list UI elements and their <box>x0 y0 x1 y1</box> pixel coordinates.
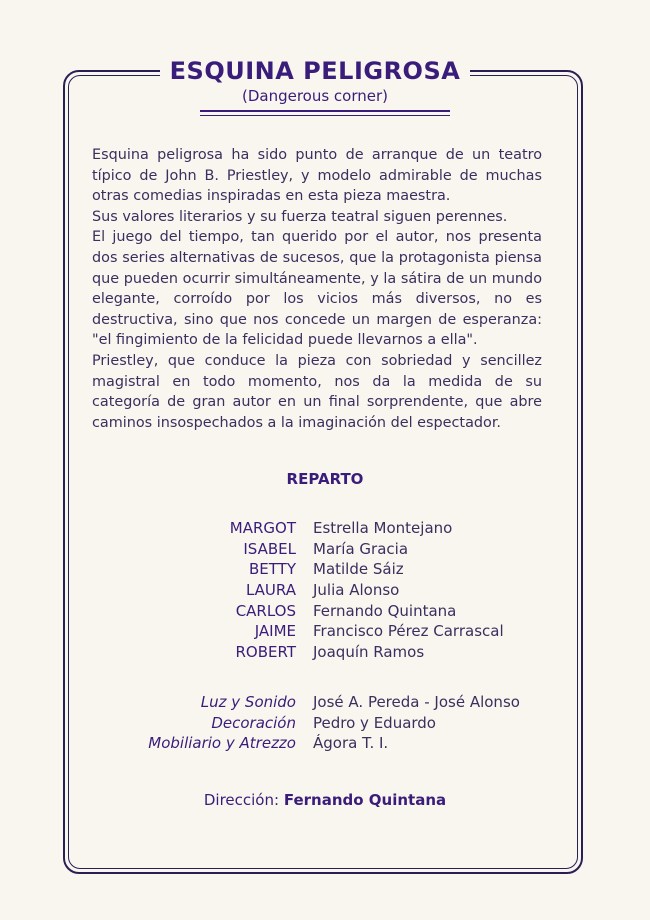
crew-name: Pedro y Eduardo <box>313 713 436 732</box>
cast-actor: Joaquín Ramos <box>313 643 425 662</box>
synopsis-paragraph: Esquina peligrosa ha sido punto de arranque de un teatro típico de John B. Priestley, y modelo admirable de muchas otras comedias inspiradas en esta pieza maestra. <box>92 147 542 205</box>
crew-name: José A. Pereda - José Alonso <box>313 693 520 711</box>
crew-name: Ágora T. I. <box>313 734 389 752</box>
page-subtitle: (Dangerous corner) <box>241 87 389 105</box>
cast-row <box>0 601 650 622</box>
cast-role: MARGOT <box>229 519 296 537</box>
direction-label: Dirección: <box>203 791 280 809</box>
cast-heading: REPARTO <box>286 470 364 488</box>
cast-actor: Estrella Montejano <box>313 519 453 537</box>
cast-row <box>0 580 650 601</box>
title-rule-top <box>200 110 450 112</box>
synopsis <box>92 145 542 433</box>
crew-row <box>0 713 650 734</box>
cast-actor: Julia Alonso <box>313 581 400 600</box>
synopsis-paragraph: Sus valores literarios y su fuerza teatral siguen perennes. <box>92 208 508 225</box>
title-rule-bottom <box>200 115 450 116</box>
crew-role: Mobiliario y Atrezzo <box>148 734 296 752</box>
cast-list <box>0 518 650 663</box>
synopsis-paragraph: El juego del tiempo, tan querido por el autor, nos presenta dos series alternativas de sucesos, que la protagonista piensa que pueden ocurrir simultáneamente, y la sátira de un mundo elegante, corroído por los vicios más diversos, no es destructiva, sino que nos concede un margen de esperanza: "el fingimiento de la felicidad puede llevarnos a ella". <box>92 229 542 349</box>
crew-role: Luz y Sonido <box>200 693 296 711</box>
cast-actor: Fernando Quintana <box>313 601 457 620</box>
cast-row <box>0 642 650 663</box>
cast-row <box>0 539 650 560</box>
director-name: Fernando Quintana <box>283 791 447 809</box>
cast-row <box>0 559 650 580</box>
crew-list <box>0 692 650 754</box>
cast-role: LAURA <box>245 581 296 600</box>
cast-actor: Matilde Sáiz <box>313 560 404 579</box>
cast-role: JAIME <box>254 622 296 641</box>
cast-row <box>0 621 650 642</box>
page-title: ESQUINA PELIGROSA <box>169 57 461 85</box>
cast-role: BETTY <box>249 560 296 579</box>
cast-role: ROBERT <box>235 643 296 662</box>
crew-role: Decoración <box>211 713 296 732</box>
crew-row <box>0 733 650 754</box>
cast-role: CARLOS <box>235 601 296 620</box>
cast-row <box>0 518 650 539</box>
cast-actor: Francisco Pérez Carrascal <box>313 622 504 641</box>
crew-row <box>0 692 650 713</box>
cast-actor: María Gracia <box>313 539 409 558</box>
cast-role: ISABEL <box>243 539 296 558</box>
direction-credit <box>0 791 650 809</box>
synopsis-paragraph: Priestley, que conduce la pieza con sobriedad y sencillez magistral en todo momento, nos da la medida de su categoría de gran autor en un final sorprendente, que abre caminos insospechados a la imaginación del espectador. <box>92 352 542 431</box>
